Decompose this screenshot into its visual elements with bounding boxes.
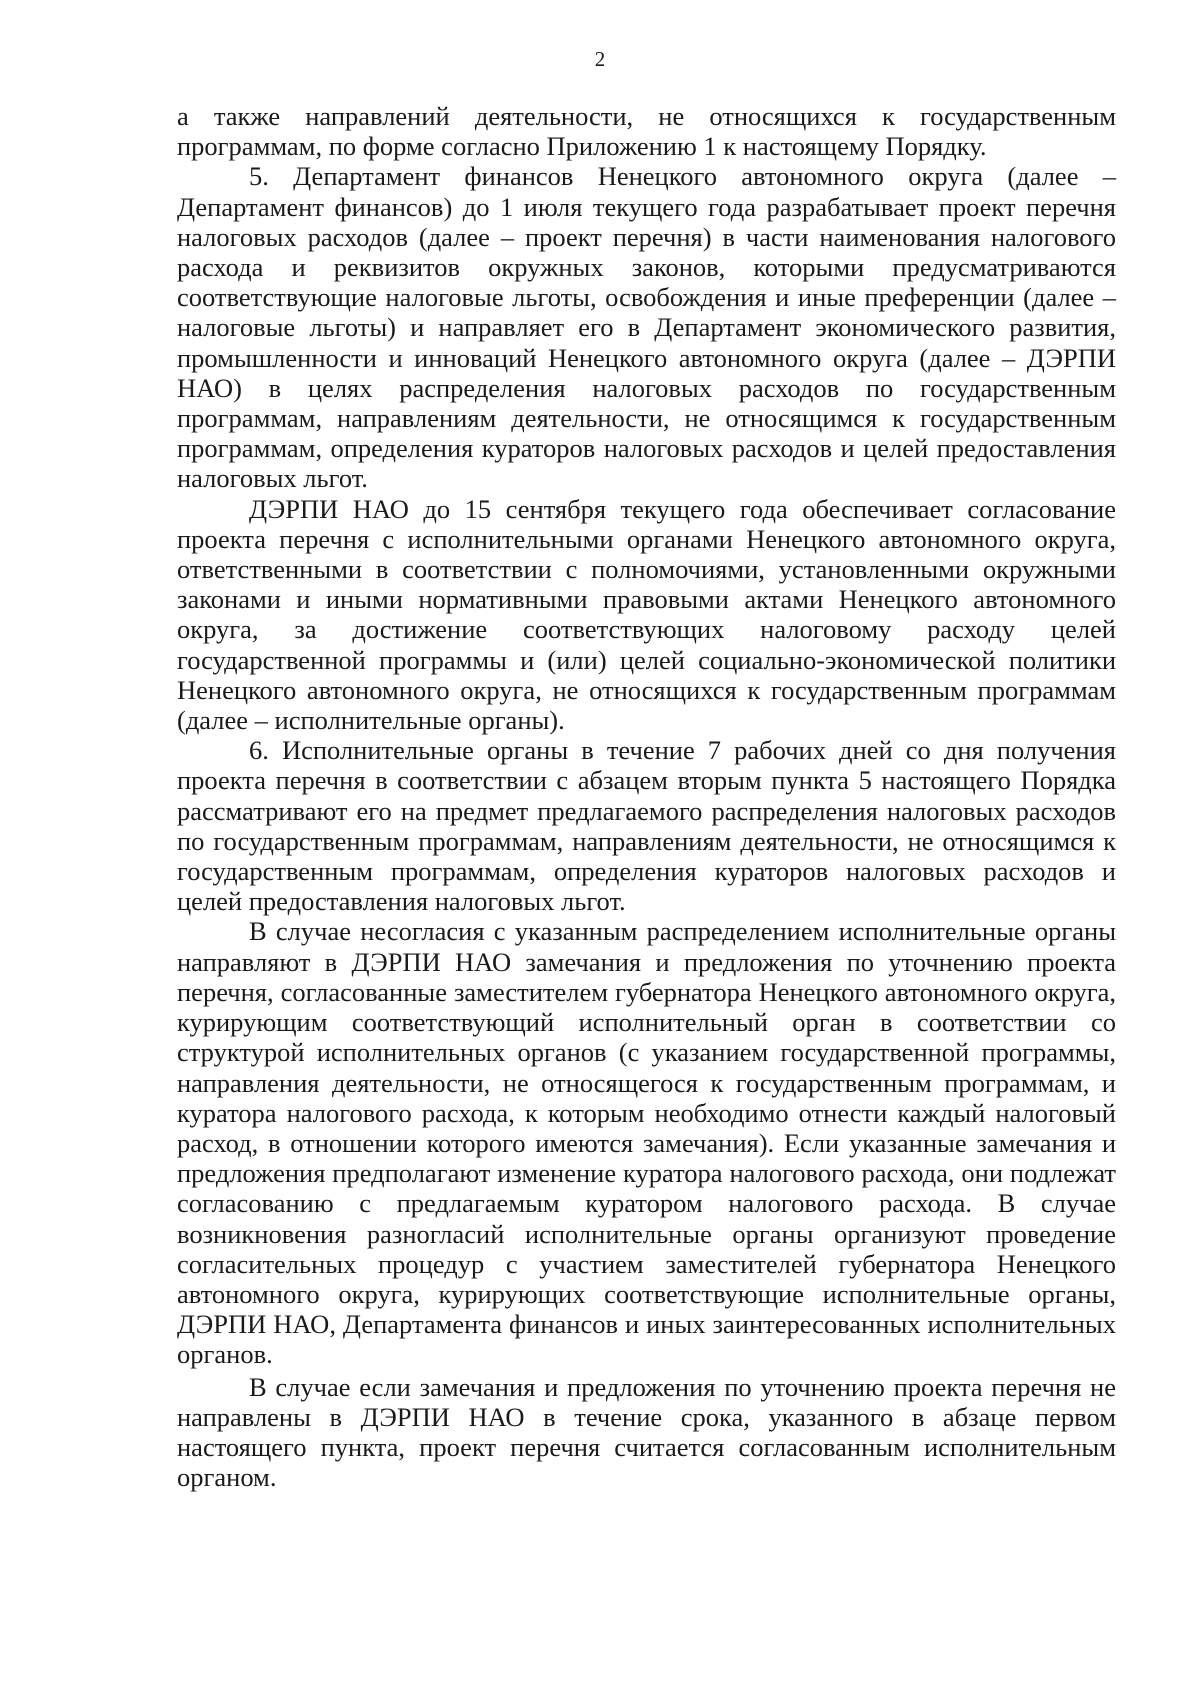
paragraph-continuation: а также направлений деятельности, не относящихся к государственным программам, по форме согласно Приложению 1 к настоящему Порядку. <box>177 101 1116 162</box>
page-number: 2 <box>594 47 606 71</box>
paragraph-disagreement: В случае несогласия с указанным распределением исполнительные органы направляют в ДЭРПИ НАО замечания и предложения по уточнению проекта перечня, согласованные заместителем губернатора Ненецкого автономного округа, курирующим соответствующий исполнительный орган в соответствии со структурой исполнительных органов (с указанием государственной программы, направления деятельности, не относящегося к государственным программам, и куратора налогового расхода, к которым необходимо отнести каждый налоговый расход, в отношении которого имеются замечания). Если указанные замечания и предложения предполагают изменение куратора налогового расхода, они подлежат согласованию с предлагаемым куратором налогового расхода. В случае возникновения разногласий исполнительные органы организуют проведение согласительных процедур с участием заместителей губернатора Ненецкого автономного округа, курирующих соответствующие исполнительные органы, ДЭРПИ НАО, Департамента финансов и иных заинтересованных исполнительных органов. <box>177 916 1116 1370</box>
paragraph-item-5: 5. Департамент финансов Ненецкого автономного округа (далее – Департамент финансов) до 1 июля текущего года разрабатывает проект перечня налоговых расходов (далее – проект перечня) в части наименования налогового расхода и реквизитов окружных законов, которыми предусматриваются соответствующие налоговые льготы, освобождения и иные преференции (далее – налоговые льготы) и направляет его в Департамент экономического развития, промышленности и инноваций Ненецкого автономного округа (далее – ДЭРПИ НАО) в целях распределения налоговых расходов по государственным программам, направлениям деятельности, не относящимся к государственным программам, определения кураторов налоговых расходов и целей предоставления налоговых льгот. <box>177 161 1116 494</box>
document-body <box>177 101 1116 1492</box>
paragraph-deemed-agreed: В случае если замечания и предложения по уточнению проекта перечня не направлены в ДЭРПИ НАО в течение срока, указанного в абзаце первом настоящего пункта, проект перечня считается согласованным исполнительным органом. <box>177 1371 1116 1493</box>
paragraph-item-6: 6. Исполнительные органы в течение 7 рабочих дней со дня получения проекта перечня в соответствии с абзацем вторым пункта 5 настоящего Порядка рассматривают его на предмет предлагаемого распределения налоговых расходов по государственным программам, направлениям деятельности, не относящимся к государственным программам, определения кураторов налоговых расходов и целей предоставления налоговых льгот. <box>177 735 1116 917</box>
paragraph-approval: ДЭРПИ НАО до 15 сентября текущего года обеспечивает согласование проекта перечня с исполнительными органами Ненецкого автономного округа, ответственными в соответствии с полномочиями, установленными окружными законами и иными нормативными правовыми актами Ненецкого автономного округа, за достижение соответствующих налоговому расходу целей государственной программы и (или) целей социально-экономической политики Ненецкого автономного округа, не относящихся к государственным программам (далее – исполнительные органы). <box>177 493 1116 736</box>
